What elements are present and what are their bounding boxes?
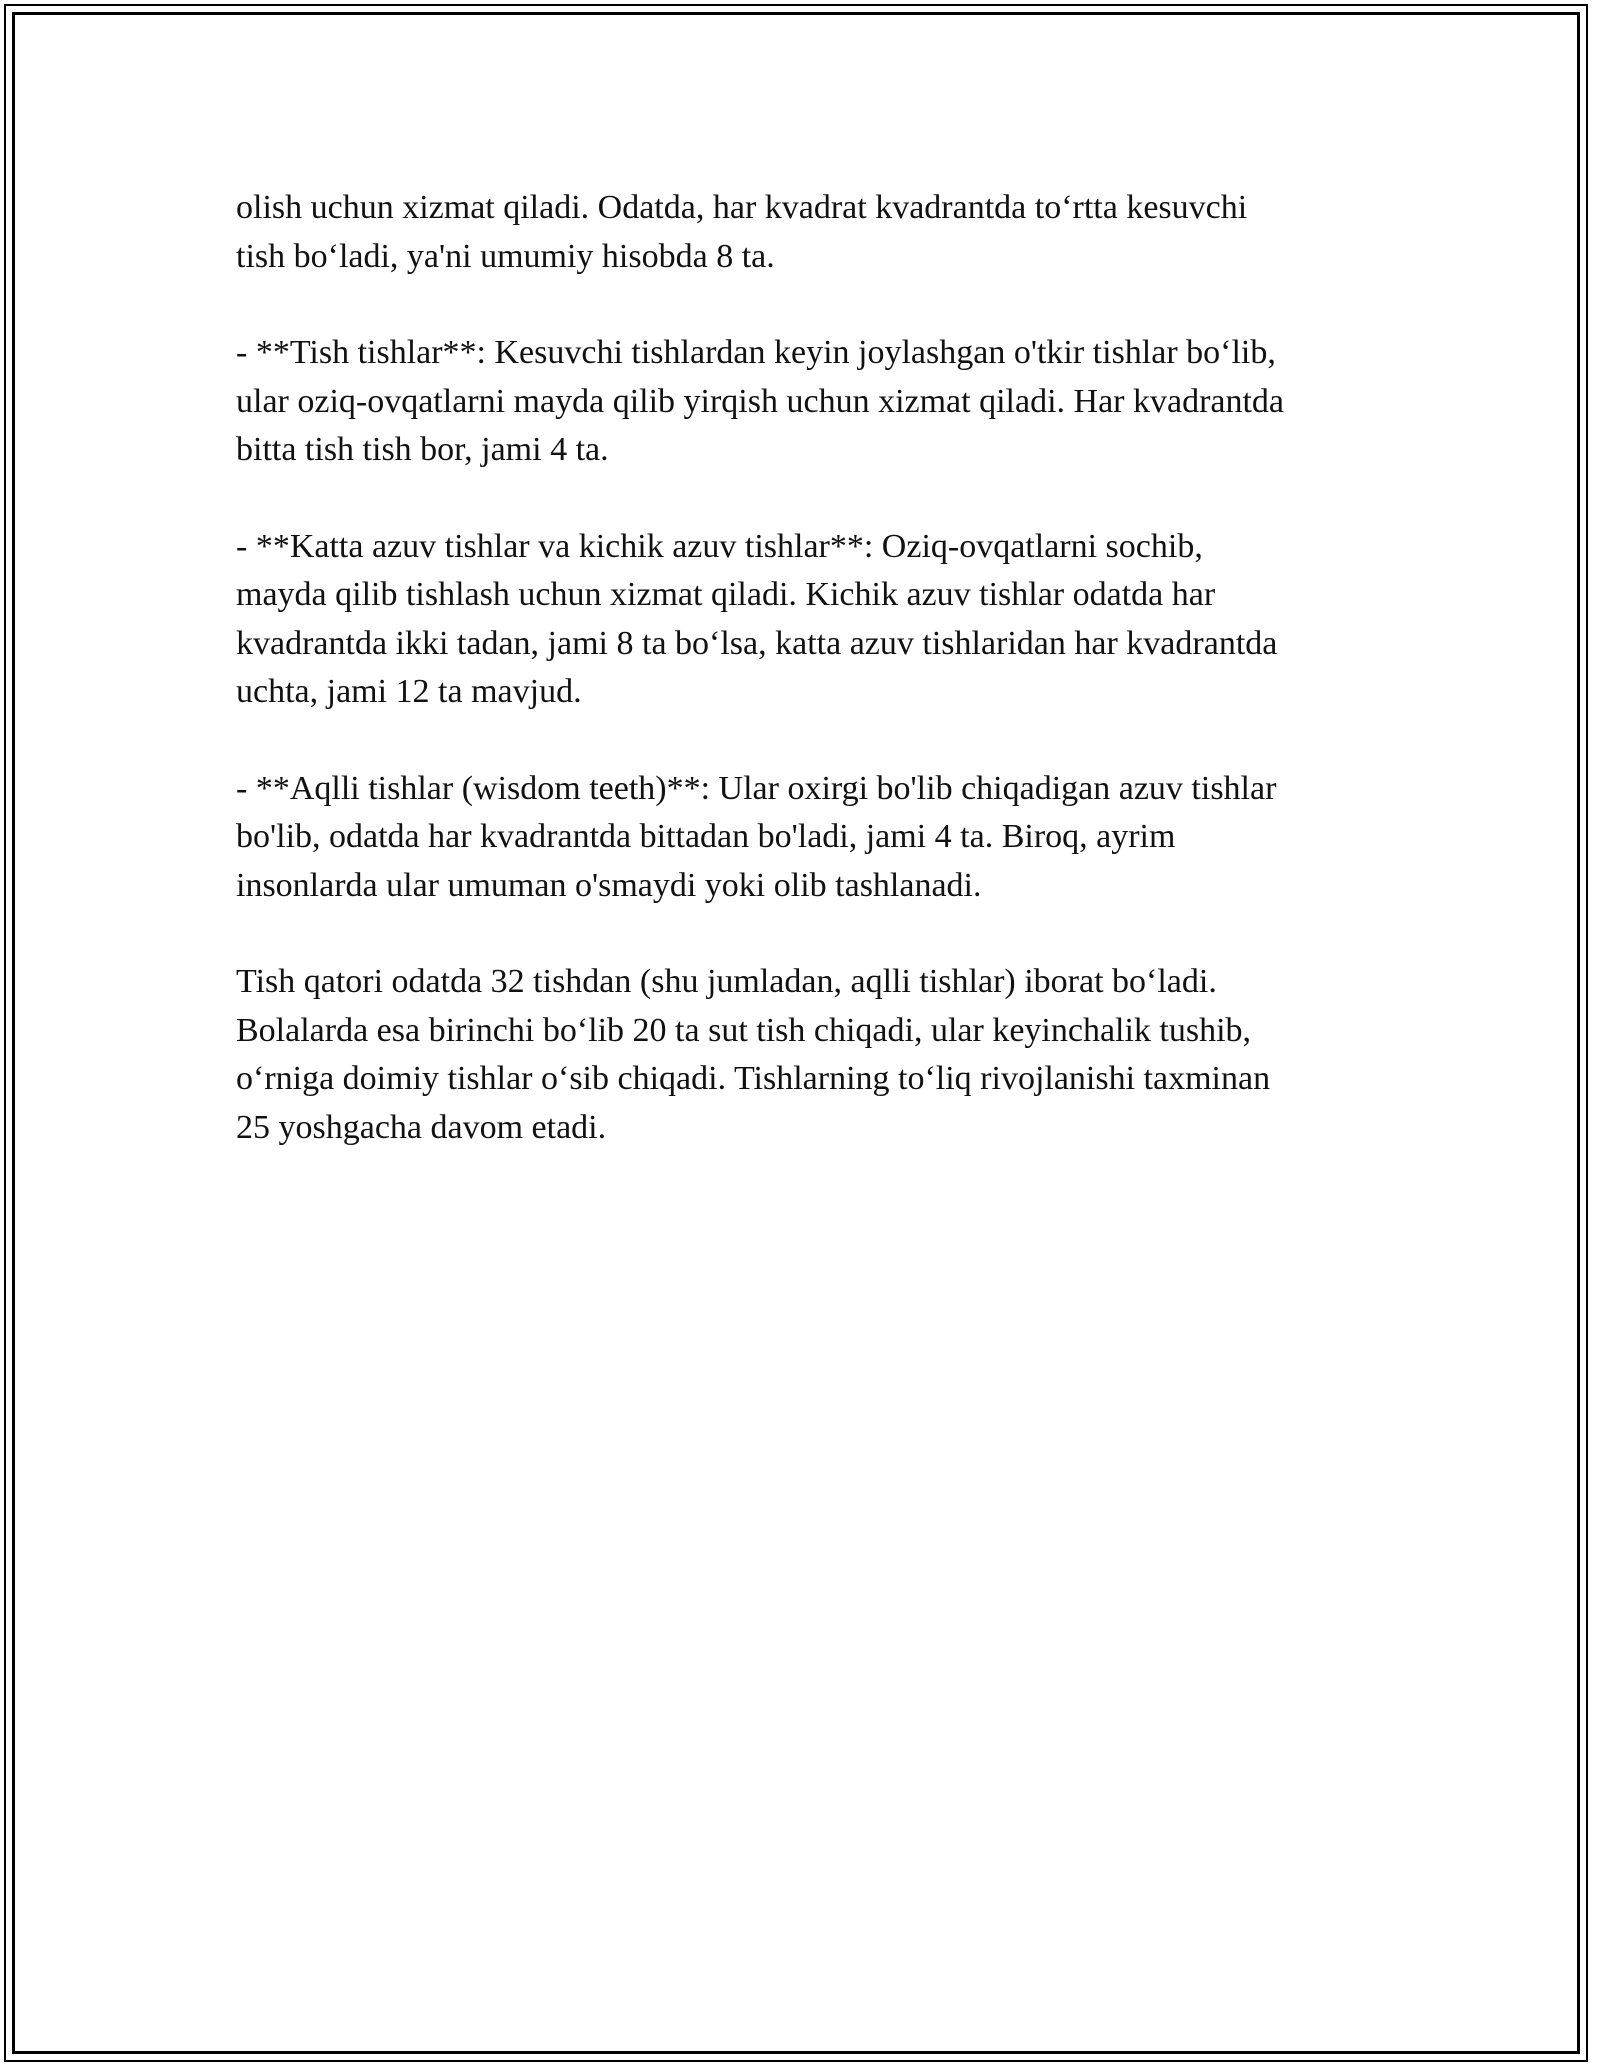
text-line: bitta tish tish bor, jami 4 ta.: [236, 431, 609, 468]
text-line: olish uchun xizmat qiladi. Odatda, har kvadrat kvadrantda to‘rtta kesuvchi: [236, 189, 1248, 226]
paragraph-molars: [236, 523, 1416, 717]
text-line: ular oziq-ovqatlarni mayda qilib yirqish uchun xizmat qiladi. Har kvadrantda: [236, 382, 1285, 420]
text-line: insonlarda ular umuman o'smaydi yoki olib tashlanadi.: [236, 866, 982, 904]
text-line: bo'lib, odatda har kvadrantda bittadan bo'ladi, jami 4 ta. Biroq, ayrim: [236, 818, 1176, 855]
text-line: Tish qatori odatda 32 tishdan (shu jumladan, aqlli tishlar) iborat bo‘ladi.: [236, 963, 1217, 1000]
paragraph-wisdom-teeth: [236, 765, 1416, 911]
text-line: - **Katta azuv tishlar va kichik azuv tishlar**: Oziq-ovqatlarni sochib,: [236, 527, 1203, 565]
text-line: kvadrantda ikki tadan, jami 8 ta bo‘lsa, katta azuv tishlaridan har kvadrantda: [236, 624, 1278, 662]
paragraph-summary: [236, 958, 1416, 1152]
document-body: [236, 184, 1416, 1200]
text-line: tish bo‘ladi, ya'ni umumiy hisobda 8 ta.: [236, 237, 775, 275]
text-line: - **Tish tishlar**: Kesuvchi tishlardan keyin joylashgan o'tkir tishlar bo‘lib,: [236, 334, 1276, 371]
text-line: uchta, jami 12 ta mavjud.: [236, 673, 582, 710]
paragraph-canines: [236, 329, 1416, 475]
text-line: o‘rniga doimiy tishlar o‘sib chiqadi. Tishlarning to‘liq rivojlanishi taxminan: [236, 1060, 1271, 1097]
paragraph-incisors-end: [236, 184, 1416, 281]
text-line: mayda qilib tishlash uchun xizmat qiladi. Kichik azuv tishlar odatda har: [236, 576, 1216, 613]
text-line: - **Aqlli tishlar (wisdom teeth)**: Ular oxirgi bo'lib chiqadigan azuv tishlar: [236, 769, 1277, 807]
text-line: 25 yoshgacha davom etadi.: [236, 1108, 607, 1146]
text-line: Bolalarda esa birinchi bo‘lib 20 ta sut tish chiqadi, ular keyinchalik tushib,: [236, 1011, 1252, 1049]
